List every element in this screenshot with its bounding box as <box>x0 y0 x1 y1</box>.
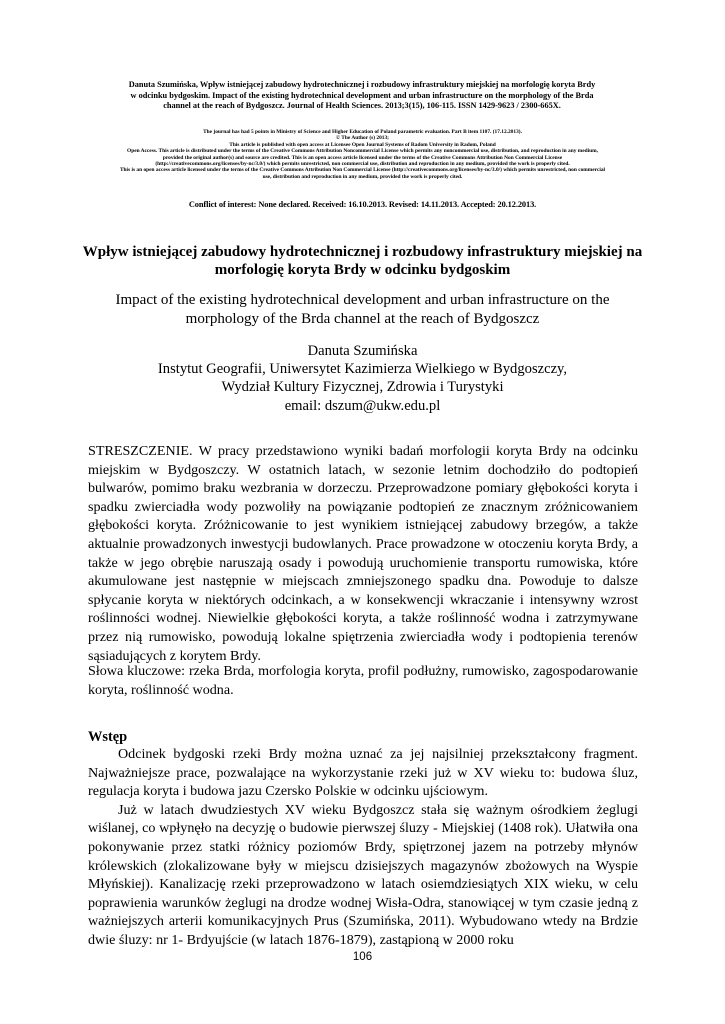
author-faculty: Wydział Kultury Fizycznej, Zdrowia i Turystyki <box>221 379 504 396</box>
citation-line: Danuta Szumińska, Wpływ istniejącej zabudowy hydrotechnicznej i rozbudowy infrastruktury miejskiej na morfologię koryta Brdy <box>128 80 596 89</box>
license-line: This is an open access article licensed under the terms of the Creative Commons Attribution Non Commercial License (http://creativecommons.org/licenses/by-nc/3.0/) which permits unrestricted, non commercial <box>119 167 606 174</box>
author-email: email: dszum@ukw.edu.pl <box>284 397 441 414</box>
page-number: 106 <box>352 951 373 963</box>
license-line: © The Author (s) 2013; <box>336 135 389 142</box>
license-line: use, distribution and reproduction in any medium, provided the work is properly cited. <box>262 173 463 180</box>
author-block <box>80 342 645 415</box>
introduction-body <box>88 745 638 950</box>
citation-line: w odcinku bydgoskim. Impact of the existing hydrotechnical development and urban infrastructure on the morphology of the Brda <box>130 90 594 100</box>
author-name: Danuta Szumińska <box>307 343 418 359</box>
conflict-of-interest-line: Conflict of interest: None declared. Received: 16.10.2013. Revised: 14.11.2013. Accepted: 20.12.2013. <box>188 200 537 209</box>
license-line: (http://creativecommons.org/licenses/by-nc/3.0/) which permits unrestricted, non commercial use, distribution and reproduction in any medium, provided the work is properly cited. <box>155 161 570 168</box>
citation-line: channel at the reach of Bydgoszcz. Journal of Health Sciences. 2013;3(15), 106-115. ISSN 1429-9623 / 2300-665X. <box>163 101 561 111</box>
abstract-paragraph: STRESZCZENIE. W pracy przedstawiono wyniki badań morfologii koryta Brdy na odcinku miejskim w Bydgoszczy. W ostatnich latach, w sezonie letnim dochodziło do podtopień bulwarów, pomimo braku wezbrania w dorzeczu. Przeprowadzone pomiary głębokości koryta i spadku zwierciadła wody pozwoliły na powiązanie podtopień ze znacznym zróżnicowaniem głębokości koryta. Zróżnicowanie to jest wynikiem istniejącej zabudowy brzegów, a także aktualnie prowadzonych inwestycji budowlanych. Prace prowadzone w otoczeniu koryta Brdy, a także w jego obrębie naruszają osady i powodują uruchomienie transportu rumowiska, które akumulowane jest następnie w miejscach zmniejszonego spadku dna. Powoduje to dalsze spłycanie koryta w niektórych odcinkach, a w konsekwencji wkraczanie i intensywny wzrost roślinności wodnej. Niewielkie głębokości koryta, a także roślinność wodna i zatrzymywane przez nią rumowisko, powodują lokalne spiętrzenia zwierciadła wody i podtopienia terenów sąsiadujących z korytem Brdy. <box>88 443 638 664</box>
paper-title-english: Impact of the existing hydrotechnical development and urban infrastructure on the morphology of the Brda channel at the reach of Bydgoszcz <box>115 292 610 327</box>
citation-header <box>82 80 642 112</box>
paper-title-polish: Wpływ istniejącej zabudowy hydrotechnicznej i rozbudowy infrastruktury miejskiej na morfologię koryta Brdy w odcinku bydgoskim <box>82 244 643 278</box>
license-line: Open Access. This article is distributed under the terms of the Creative Commons Attribution Noncommercial License which permits any noncommercial use, distribution, and reproduction in any medium, <box>127 148 598 155</box>
license-line: The journal has had 5 points in Ministry of Science and Higher Education of Poland parametric evaluation. Part B item 1107. (17.12.2013). <box>203 129 522 135</box>
license-line: provided the original author(s) and source are credited. This is an open access article licensed under the terms of the Creative Commons Attribution Non Commercial License <box>162 154 563 161</box>
body-paragraph: Odcinek bydgoski rzeki Brdy można uznać za jej najsilniej przekształcony fragment. Najważniejsze prace, pozwalające na wykorzystanie rzeki już w XV wieku to: budowa śluz, regulacja koryta i budowa jazu Czersko Polskie w odcinku ujściowym. <box>88 746 638 800</box>
keywords-paragraph: Słowa kluczowe: rzeka Brda, morfologia koryta, profil podłużny, rumowisko, zagospodarowanie koryta, roślinność wodna. <box>88 663 638 698</box>
license-line: This article is published with open access at Licensee Open Journal Systems of Radom University in Radom, Poland <box>229 141 496 148</box>
body-paragraph: Już w latach dwudziestych XV wieku Bydgoszcz stała się ważnym ośrodkiem żeglugi wiślanej, co wpłynęło na decyzję o budowie pierwszej śluzy - Miejskiej (1408 rok). Ułatwiła ona pokonywanie przez statki różnicy poziomów Brdy, spiętrzonej jazem na potrzeby młynów królewskich (zlokalizowane były w miejscu dzisiejszych magazynów zbożowych na Wyspie Młyńskiej). Kanalizację rzeki przeprowadzono w latach osiemdziesiątych XIX wieku, w celu poprawienia warunków żeglugi na drodze wodnej Wisła-Odra, stanowiącej w tym czasie jedną z ważniejszych arterii komunikacyjnych Prus (Szumińska, 2011). Wybudowano wtedy na Brdzie dwie śluzy: nr 1- Brdyujście (w latach 1876-1879), zastąpioną w 2000 roku <box>88 801 638 948</box>
author-affiliation: Instytut Geografii, Uniwersytet Kazimierza Wielkiego w Bydgoszczy, <box>157 361 568 378</box>
license-notice <box>60 129 665 180</box>
section-heading: Wstęp <box>88 729 128 745</box>
